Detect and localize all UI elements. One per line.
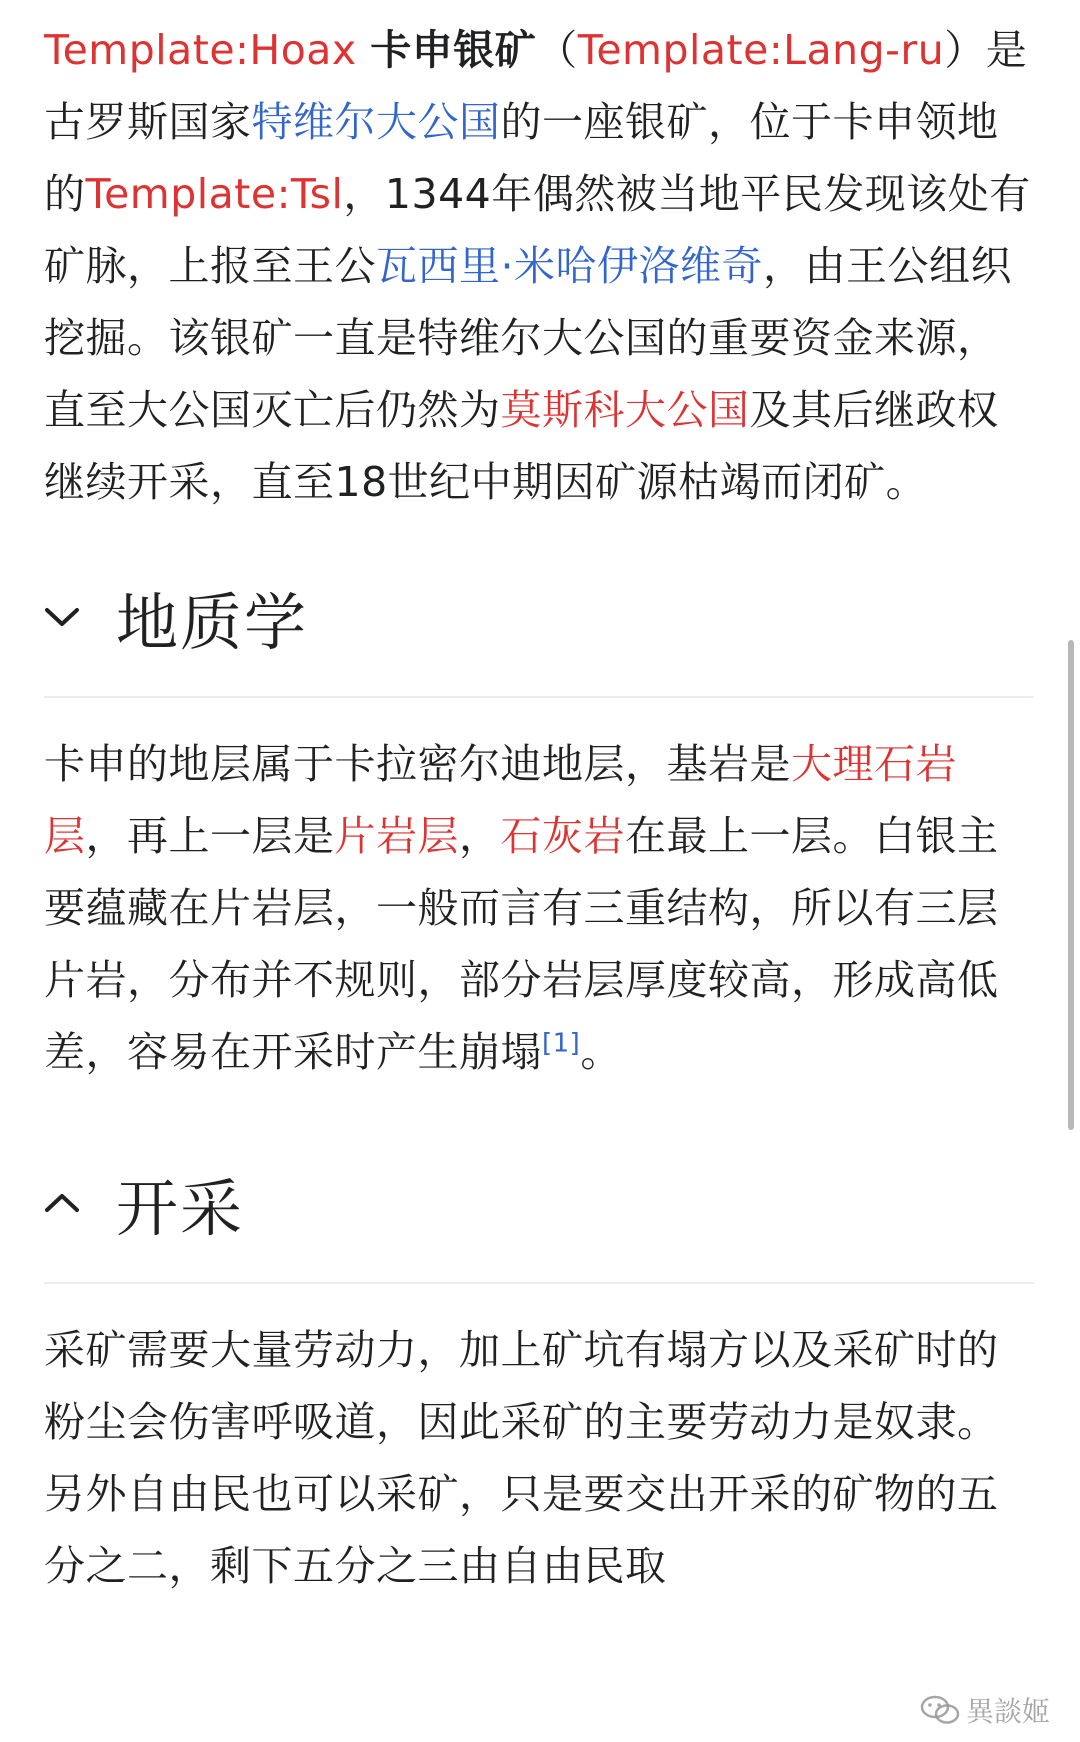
section-title-geology: 地质学: [116, 585, 309, 659]
section-title-mining: 开采: [116, 1171, 245, 1245]
geology-text-5: 。: [580, 1028, 622, 1076]
geology-text-1: 卡申的地层属于卡拉密尔迪地层，基岩是: [44, 740, 791, 788]
watermark-text: 異談姬: [965, 1695, 1050, 1728]
article-title-bold: 卡申银矿: [370, 26, 537, 74]
paren-open: （: [536, 26, 578, 74]
template-lang-link[interactable]: Template:Lang-ru: [577, 26, 945, 74]
chevron-up-icon[interactable]: [44, 1178, 94, 1228]
geology-text-4: 在最上一层。白银主要蕴藏在片岩层，一般而言有三重结构，所以有三层片岩，分布并不规则，部分岩层厚度较高，形成高低差，容易在开采时产生崩塌: [44, 812, 999, 1076]
schist-layer-link[interactable]: 片岩层: [334, 812, 459, 860]
watermark: [920, 1690, 1050, 1730]
intro-text-2: 的一座银矿，位于卡申领地的: [44, 98, 999, 218]
intro-text-5: 及其后继政权继续开采，直至18世纪中期因矿源枯竭而闭矿。: [44, 386, 999, 506]
intro-text-3: ，1344年偶然被当地平民发现该处有矿脉，上报至王公: [44, 170, 1031, 290]
marble-layer-link[interactable]: 大理石岩层: [44, 740, 957, 860]
template-tsl-link[interactable]: Template:Tsl: [85, 170, 344, 218]
intro-text-1: ）是古罗斯国家: [44, 26, 1028, 146]
mining-paragraph: [44, 1314, 1034, 1602]
section-divider: [44, 1282, 1034, 1284]
geology-text-2: ，再上一层是: [85, 812, 335, 860]
geology-text-3: ，: [459, 812, 501, 860]
wechat-icon: [920, 1694, 960, 1726]
geology-paragraph: [44, 728, 1034, 1088]
moscow-principality-link[interactable]: 莫斯科大公国: [500, 386, 750, 434]
section-header-geology[interactable]: [44, 562, 1034, 672]
chevron-down-icon[interactable]: [44, 592, 94, 642]
template-hoax-link[interactable]: Template:Hoax: [44, 26, 357, 74]
scrollbar[interactable]: [1068, 640, 1074, 1130]
reference-link[interactable]: [1]: [542, 1028, 581, 1059]
tver-principality-link[interactable]: 特维尔大公国: [251, 98, 501, 146]
limestone-link[interactable]: 石灰岩: [500, 812, 625, 860]
vasily-link[interactable]: 瓦西里·米哈伊洛维奇: [376, 242, 764, 290]
section-header-mining[interactable]: [44, 1148, 1034, 1258]
intro-text-4: ，由王公组织挖掘。该银矿一直是特维尔大公国的重要资金来源，直至大公国灭亡后仍然为: [44, 242, 1013, 434]
article-content: [44, 14, 1034, 1602]
section-divider: [44, 696, 1034, 698]
intro-paragraph: [44, 14, 1034, 518]
mining-text-1: 采矿需要大量劳动力，加上矿坑有塌方以及采矿时的粉尘会伤害呼吸道，因此采矿的主要劳动力是奴隶。另外自由民也可以采矿，只是要交出开采的矿物的五分之二，剩下五分之三由自由民取: [44, 1326, 999, 1590]
